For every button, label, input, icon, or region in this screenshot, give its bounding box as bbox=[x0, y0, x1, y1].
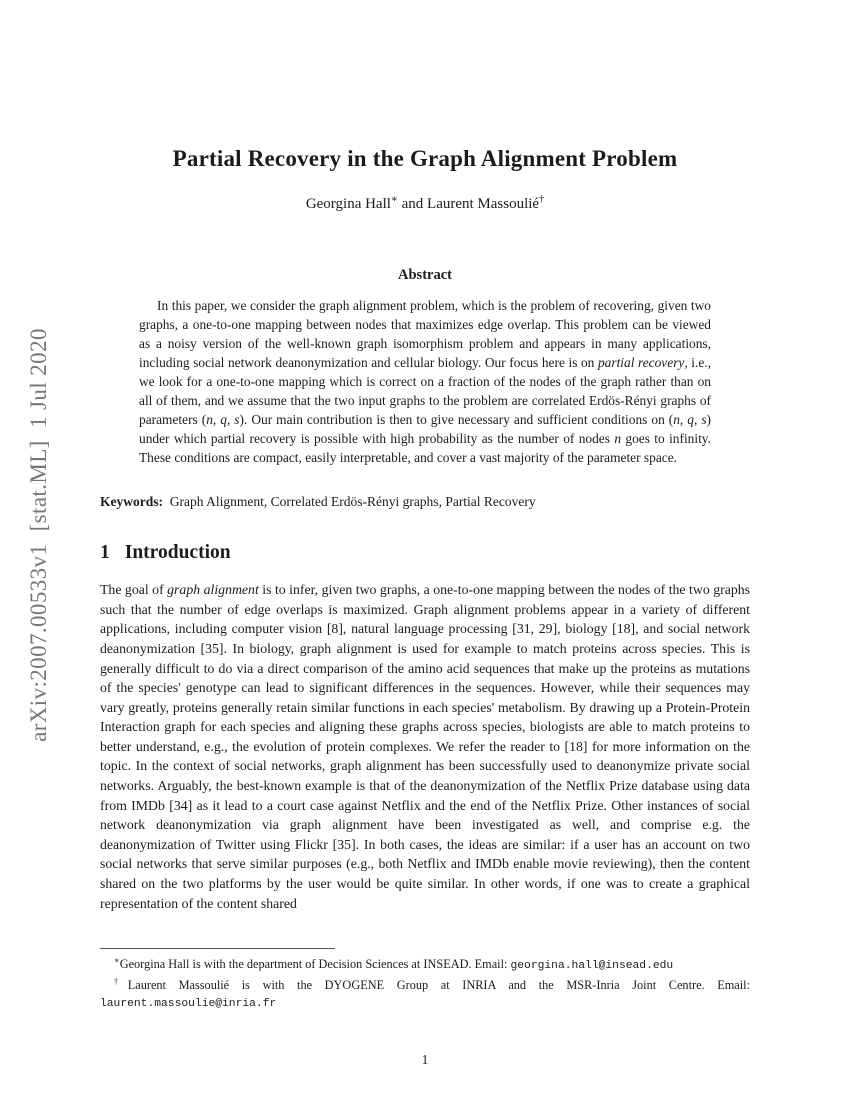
paper-content bbox=[100, 0, 750, 913]
keywords-line bbox=[100, 494, 750, 510]
text-segment: partial recovery bbox=[597, 355, 685, 371]
text-segment: Georgina Hall bbox=[305, 196, 391, 212]
footnote-2 bbox=[100, 977, 750, 1013]
section-number: 1 bbox=[100, 542, 110, 564]
page-number: 1 bbox=[421, 1052, 429, 1067]
text-segment: ). Our main contribution is then to give necessary and sufficient conditions on ( bbox=[239, 412, 674, 428]
text-segment: Keywords: bbox=[100, 494, 163, 510]
abstract-text bbox=[139, 296, 711, 467]
section-heading bbox=[100, 542, 750, 564]
footnotes-area bbox=[100, 948, 750, 1015]
text-segment: In this paper, we consider the graph alignment problem, which is the problem of recovering, given two graphs, a one-to-one mapping between nodes that maximizes edge overlap. This problem can be viewed as a noisy version of the well-known graph isomorphism problem and appears in many applications, including social network deanonymization and cellular biology. Our focus here is on bbox=[139, 298, 711, 371]
text-segment: n bbox=[614, 431, 622, 447]
intro-paragraph bbox=[100, 580, 750, 913]
text-segment: ) under which partial recovery is possible with high probability as the number of nodes bbox=[139, 412, 712, 447]
text-segment: n, q, s bbox=[673, 412, 707, 428]
text-segment: Graph Alignment, Correlated Erdös-Rényi graphs, Partial Recovery bbox=[163, 494, 536, 510]
text-segment: The goal of bbox=[100, 582, 168, 598]
footnote-rule bbox=[100, 948, 335, 949]
text-segment: ∗ bbox=[390, 194, 398, 205]
section-title: Introduction bbox=[124, 542, 231, 564]
abstract-section bbox=[100, 267, 750, 467]
abstract-heading: Abstract bbox=[398, 267, 452, 283]
text-segment: ∗ bbox=[114, 955, 120, 965]
paper-title: Partial Recovery in the Graph Alignment Problem bbox=[172, 146, 678, 171]
text-segment: goes to infinity. These conditions are compact, easily interpretable, and cover a vast majority of the parameter space. bbox=[139, 431, 711, 466]
text-segment: , i.e., we look for a one-to-one mapping which is correct on a fraction of the nodes of the graph rather than on all of them, and we assume that the two input graphs to the problem are correlated Erdös-Rényi graphs of parameters ( bbox=[139, 355, 711, 428]
text-segment: Laurent Massoulié is with the DYOGENE Group at INRIA and the MSR-Inria Joint Centre. Email: bbox=[127, 977, 751, 992]
arxiv-watermark: arXiv:2007.00533v1 [stat.ML] 1 Jul 2020 bbox=[26, 328, 51, 742]
text-segment: † bbox=[114, 976, 128, 986]
footnote-1 bbox=[100, 956, 750, 975]
text-segment: and Laurent Massoulié bbox=[397, 196, 540, 212]
text-segment: Georgina Hall is with the department of Decision Sciences at INSEAD. Email: bbox=[119, 957, 511, 971]
text-segment: † bbox=[539, 194, 545, 205]
text-segment: is to infer, given two graphs, a one-to-one mapping between the nodes of the two graphs such that the number of edge overlaps is maximized. Graph alignment problems appear in a variety of different applications, including computer vision [8], natural language processing [31, 29], biology [18], and social network deanonymization [35]. In biology, graph alignment is used for example to match proteins across species. This is generally difficult to do via a direct comparison of the amino acid sequences that make up the proteins as mutations of the species' genotype can lead to significant differences in the sequences. However, while their sequences may vary greatly, proteins generally retain similar functions in each species' metabolism. By drawing up a Protein-Protein Interaction graph for each species and aligning these graphs across species, biologists are able to match proteins to better understand, e.g., the evolution of protein complexes. We refer the reader to [18] for more information on the topic. In the context of social networks, graph alignment has been successfully used to deanonymize private social networks. Arguably, the best-known example is that of the deanonymization of the Netflix Prize database using data from IMDb [34] as it lead to a court case against Netflix and the end of the Netflix Prize. Other instances of social network deanonymization via graph alignment have been investigated as well, and comprise e.g. the deanonymization of Twitter using Flickr [35]. In both cases, the ideas are similar: if a user has an account on two social networks that serve similar purposes (e.g., both Netflix and IMDb enable movie reviewing), then the content shared on the two platforms by the user would be quite similar. In other words, if one was to create a graphical representation of the content shared bbox=[100, 582, 751, 911]
text-segment: laurent.massoulie@inria.fr bbox=[100, 998, 277, 1011]
authors-line bbox=[100, 196, 750, 213]
text-segment: n, q, s bbox=[206, 412, 240, 428]
text-segment: georgina.hall@insead.edu bbox=[510, 960, 674, 972]
text-segment: graph alignment bbox=[167, 582, 259, 598]
